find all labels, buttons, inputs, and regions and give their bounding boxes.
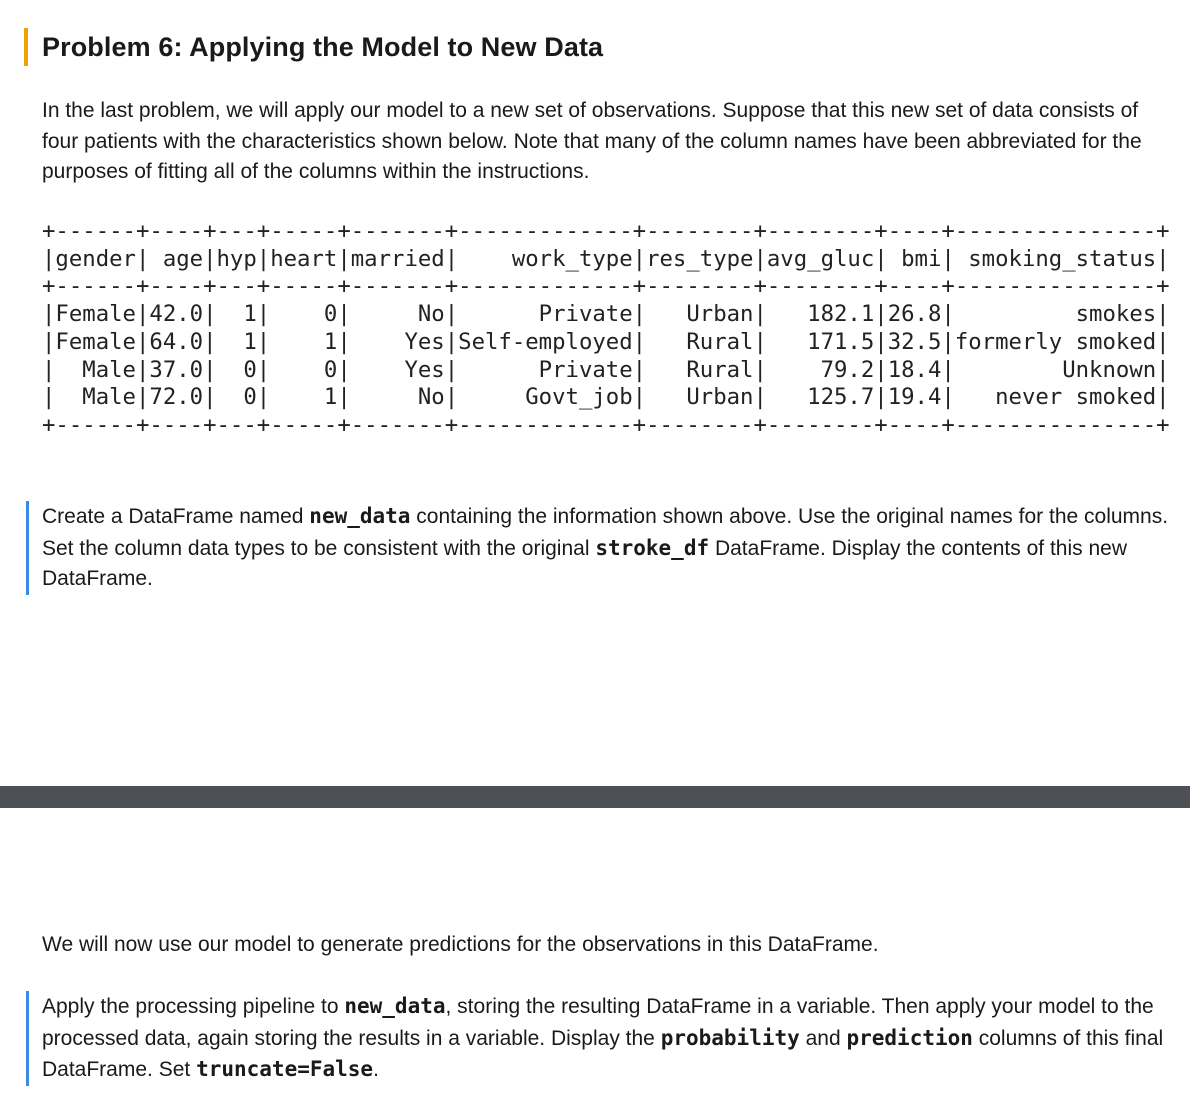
cell-divider [0,786,1190,808]
instruction-text-part: . [373,1058,379,1081]
intro-paragraph: In the last problem, we will apply our model to a new set of observations. Suppose that this new set of data consists of four patients with the characteristics shown below. Note that many of the column names have been abbreviated for the purposes of fitting all of the columns within the instructions. [42,99,1142,183]
instruction-note-apply-pipeline [26,991,1177,1086]
table-border-top: +------+----+---+-----+-------+-------------+--------+--------+----+---------------+ [42,218,1170,244]
table-border-mid: +------+----+---+-----+-------+-------------+--------+--------+----+---------------+ [42,273,1170,300]
code-truncate-false: truncate=False [196,1057,374,1081]
table-row: |Female|64.0| 1| 1| Yes|Self-employed| Rural| 171.5|32.5|formerly smoked| [42,328,1170,355]
instruction-text-part: containing the information shown above. Use the original names for the columns. Set the column data types to be consistent with the original [42,505,1169,560]
instruction-note-create-dataframe [26,501,1177,595]
code-prediction: prediction [846,1025,973,1050]
instruction-text [42,991,1177,1086]
instruction-text-part: and [799,1026,847,1050]
table-row: | Male|37.0| 0| 0| Yes| Private| Rural| 79.2|18.4| Unknown| [42,356,1170,383]
table-header-row: |gender| age|hyp|heart|married| work_type|res_type|avg_gluc| bmi| smoking_status| [42,245,1170,272]
table-row: |Female|42.0| 1| 0| No| Private| Urban| 182.1|26.8| smokes| [42,301,1170,328]
instruction-text-part: Apply the processing pipeline to [42,995,345,1018]
instruction-text-part: columns of this final DataFrame. Set [42,1026,1164,1081]
new-data-table [42,218,1170,440]
table-row: | Male|72.0| 0| 1| No| Govt_job| Urban| 125.7|19.4| never smoked| [42,384,1170,411]
code-new-data: new_data [344,994,446,1018]
table-border-bottom: +------+----+---+-----+-------+-------------+--------+--------+----+---------------+ [42,411,1170,438]
page-title: Problem 6: Applying the Model to New Data [42,31,604,62]
instruction-text [42,501,1177,595]
title-accent-bar [24,28,603,66]
instruction-text-part: , storing the resulting DataFrame in a variable. Then apply your model to the processed data, again storing the results in a variable. Display the [42,995,1154,1050]
code-stroke-df: stroke_df [595,535,710,560]
predictions-paragraph: We will now use our model to generate predictions for the observations in this DataFrame. [42,933,879,956]
code-probability: probability [660,1025,800,1050]
instruction-text-part: Create a DataFrame named [42,505,310,528]
code-new-data: new_data [309,504,411,528]
instruction-text-part: DataFrame. Display the contents of this new DataFrame. [42,536,1127,590]
